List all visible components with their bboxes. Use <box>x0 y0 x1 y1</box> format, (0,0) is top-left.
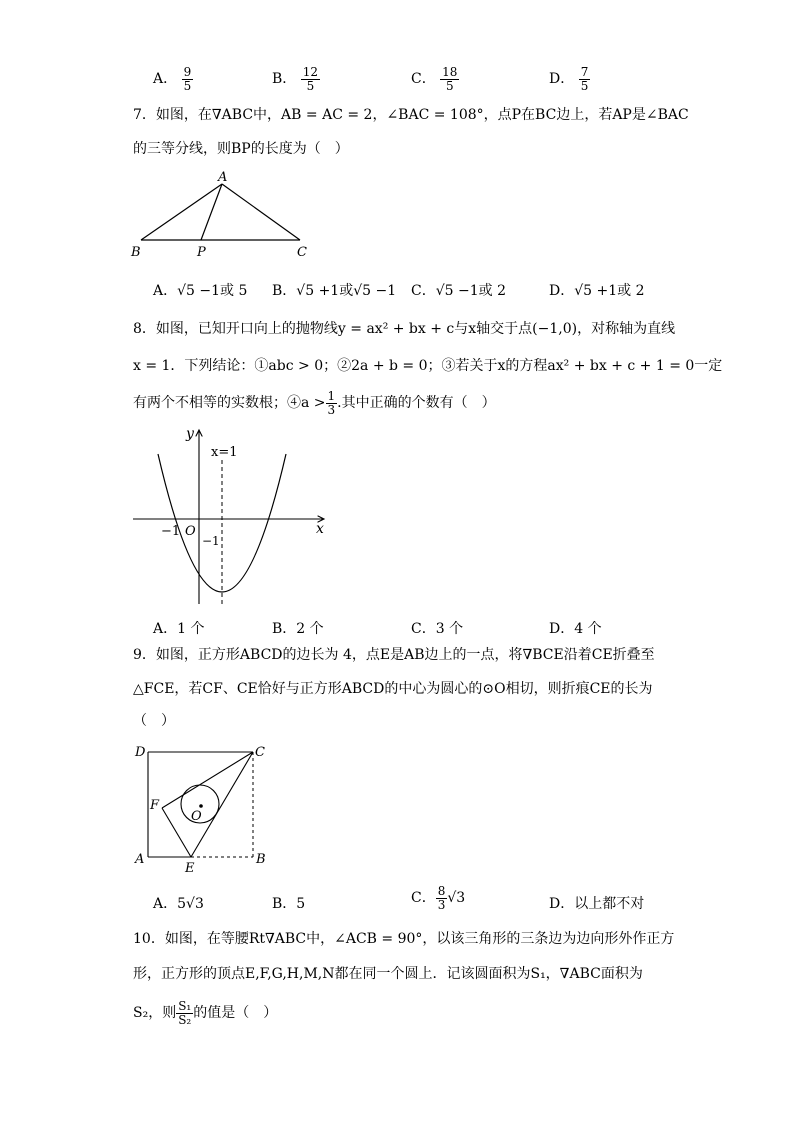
label-b: B <box>256 852 266 867</box>
q9-option-c[interactable] <box>411 885 465 911</box>
frac-den: S₂ <box>178 1012 192 1027</box>
q9-option-a[interactable]: A．5√3 <box>153 896 204 912</box>
q8-text-line1: 8．如图，已知开口向上的抛物线y = ax² + bx + c与x轴交于点(−1,0)，对称轴为直线 <box>133 321 676 337</box>
q10-line3-post: 的值是（ ） <box>193 1005 278 1022</box>
label-d: D <box>135 745 146 760</box>
q6-option-a[interactable] <box>153 66 193 92</box>
q6-option-d[interactable] <box>549 66 590 92</box>
label-a: A <box>135 852 145 867</box>
frac-num: 9 <box>183 65 192 79</box>
label-a: A <box>218 170 228 185</box>
label-axis-x1: x=1 <box>211 445 238 460</box>
q7-option-c[interactable]: C．√5 −1或 2 <box>411 283 506 299</box>
frac-num: S₁ <box>178 999 192 1013</box>
segment-ab <box>141 184 222 240</box>
label-e: E <box>185 861 195 876</box>
q9-square-figure <box>128 740 278 880</box>
option-letter: C． <box>411 71 436 88</box>
q9-option-d[interactable]: D．以上都不对 <box>549 896 645 912</box>
label-origin: O <box>185 524 196 539</box>
q7-option-a[interactable]: A．√5 −1或 5 <box>153 283 248 299</box>
q8-option-d[interactable]: D．4 个 <box>549 621 602 637</box>
option-letter: B． <box>272 71 297 88</box>
q10-text-line2: 形，正方形的顶点E,F,G,H,M,N都在同一个圆上．记该圆面积为S₁，∇ABC面积为 <box>133 966 643 982</box>
q8-option-c[interactable]: C．3 个 <box>411 621 464 637</box>
frac-den: 5 <box>306 78 315 93</box>
segment-cf <box>162 752 253 808</box>
q8-fraction <box>326 390 338 416</box>
q9-text-line2: △FCE，若CF、CE恰好与正方形ABCD的中心为圆心的⊙O相切，则折痕CE的长为 <box>133 681 653 697</box>
q8-parabola-figure <box>128 422 338 612</box>
frac-num: 1 <box>327 389 336 403</box>
q8-line3-pre: 有两个不相等的实数根；④a > <box>133 395 326 412</box>
segment-ap <box>201 184 222 240</box>
option-letter: D． <box>549 71 575 88</box>
label-c: C <box>297 245 307 260</box>
option-radical: √3 <box>447 890 466 907</box>
option-letter: A． <box>153 71 178 88</box>
q7-text-line2: 的三等分线，则BP的长度为（ ） <box>133 141 349 157</box>
q6-option-c[interactable] <box>411 66 459 92</box>
center-point-o <box>199 804 203 808</box>
frac-den: 5 <box>580 78 589 93</box>
frac-num: 8 <box>437 884 446 898</box>
q7-text-line1: 7．如图，在∇ABC中，AB = AC = 2，∠BAC = 108°，点P在BC边上，若AP是∠BAC <box>133 107 689 123</box>
option-fraction <box>182 66 194 92</box>
q8-line3-post: .其中正确的个数有（ ） <box>337 395 496 412</box>
option-fraction <box>301 66 320 92</box>
label-o: O <box>191 809 202 824</box>
q10-text-line1: 10．如图，在等腰Rt∇ABC中，∠ACB = 90°，以该三角形的三条边为边向形外作正方 <box>133 931 675 947</box>
frac-den: 3 <box>327 402 336 417</box>
option-letter: C． <box>411 890 436 907</box>
q7-option-b[interactable]: B．√5 +1或√5 −1 <box>272 283 397 299</box>
q8-text-line3 <box>133 390 496 416</box>
q7-triangle-figure <box>128 168 328 263</box>
frac-num: 18 <box>442 65 458 79</box>
q9-option-b[interactable]: B．5 <box>272 896 306 912</box>
label-f: F <box>150 798 160 813</box>
segment-ac <box>222 184 300 240</box>
label-x: x <box>316 521 324 537</box>
frac-den: 3 <box>437 897 446 912</box>
q7-option-d[interactable]: D．√5 +1或 2 <box>549 283 645 299</box>
label-neg1-x: −1 <box>161 524 181 539</box>
segment-fe <box>162 808 191 857</box>
option-fraction <box>436 885 448 911</box>
frac-num: 12 <box>302 65 319 79</box>
label-p: P <box>197 245 206 260</box>
label-neg1-y: −1 <box>202 534 220 548</box>
q9-text-line3: （ ） <box>133 713 175 729</box>
q8-option-a[interactable]: A．1 个 <box>153 621 205 637</box>
label-c: C <box>255 745 265 760</box>
q8-text-line2: x = 1．下列结论：①abc > 0；②2a + b = 0；③若关于x的方程ax² + bx + c + 1 = 0一定 <box>133 358 723 374</box>
label-y: y <box>186 426 194 442</box>
frac-den: 5 <box>183 78 192 93</box>
q9-text-line1: 9．如图，正方形ABCD的边长为 4，点E是AB边上的一点，将∇BCE沿着CE折叠至 <box>133 647 655 663</box>
q8-option-b[interactable]: B．2 个 <box>272 621 324 637</box>
q10-fraction <box>176 1000 193 1026</box>
label-b: B <box>131 245 141 260</box>
q10-line3-pre: S₂，则 <box>133 1005 177 1022</box>
q10-text-line3 <box>133 1000 277 1026</box>
frac-num: 7 <box>580 65 589 79</box>
q6-option-b[interactable] <box>272 66 320 92</box>
option-fraction <box>579 66 591 92</box>
option-fraction <box>440 66 459 92</box>
frac-den: 5 <box>445 78 454 93</box>
